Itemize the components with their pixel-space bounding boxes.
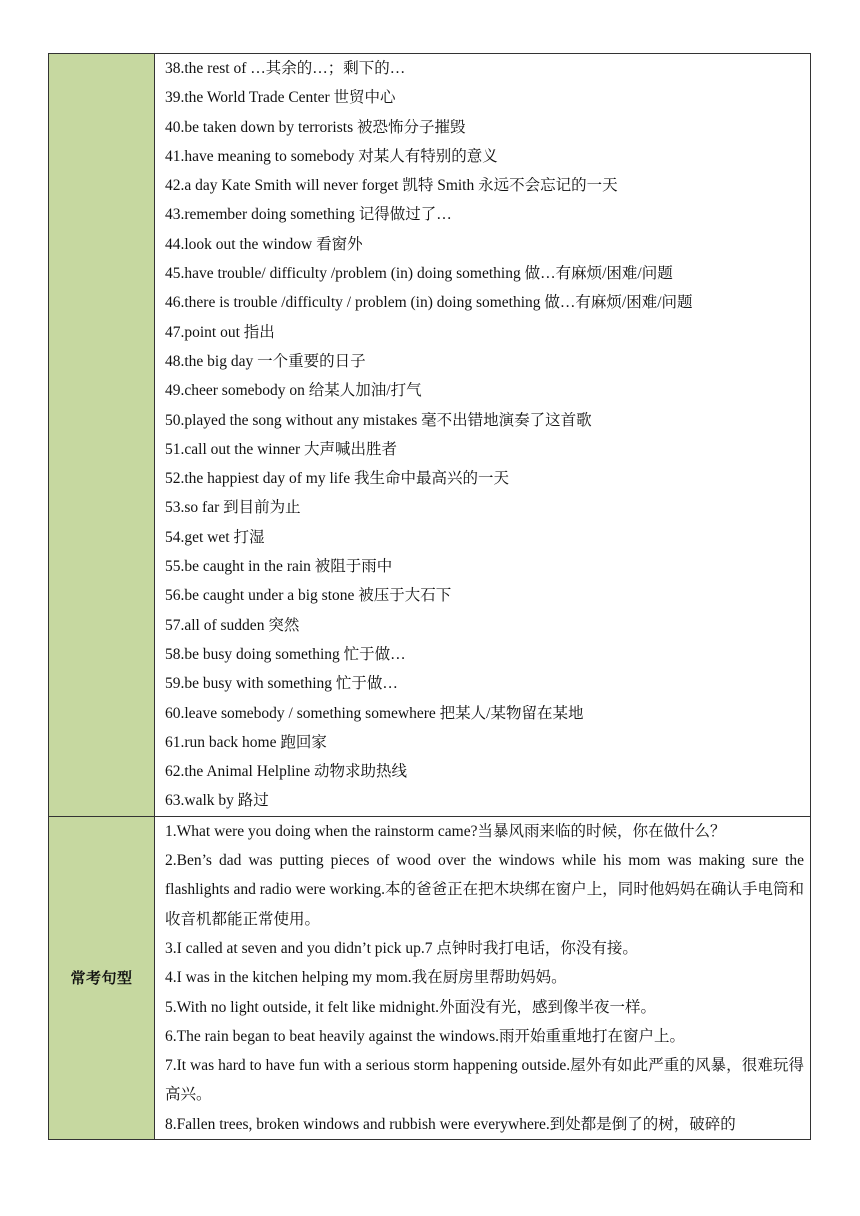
phrase-item: 62.the Animal Helpline 动物求助热线 [165, 763, 407, 781]
phrase-item: 46.there is trouble /difficulty / problem (in) doing something 做…有麻烦/困难/问题 [165, 294, 693, 312]
phrase-item: 54.get wet 打湿 [165, 528, 265, 546]
sentence-item: 1.What were you doing when the rainstorm came?当暴风雨来临的时候，你在做什么？ [165, 822, 726, 840]
sentences-label-cell [49, 816, 155, 1139]
notes-table [48, 53, 811, 1140]
sentence-item: 4.I was in the kitchen helping my mom.我在厨房里帮助妈妈。 [165, 969, 567, 987]
sentence-item: 3.I called at seven and you didn’t pick up.7 点钟时我打电话，你没有接。 [165, 939, 638, 957]
phrase-item: 63.walk by 路过 [165, 792, 269, 810]
phrases-row [49, 54, 811, 817]
phrase-item: 58.be busy doing something 忙于做… [165, 645, 406, 663]
phrase-item: 59.be busy with something 忙于做… [165, 675, 398, 693]
sentence-item: 8.Fallen trees, broken windows and rubbish were everywhere.到处都是倒了的树，破碎的 [165, 1115, 736, 1133]
phrase-item: 39.the World Trade Center 世贸中心 [165, 89, 396, 107]
phrase-item: 47.point out 指出 [165, 323, 275, 341]
phrase-item: 40.be taken down by terrorists 被恐怖分子摧毁 [165, 118, 466, 136]
phrase-item: 61.run back home 跑回家 [165, 733, 327, 751]
sentences-row [49, 816, 811, 1139]
phrase-item: 51.call out the winner 大声喊出胜者 [165, 440, 398, 458]
phrase-item: 44.look out the window 看窗外 [165, 235, 363, 253]
sentence-item: 7.It was hard to have fun with a serious storm happening outside.屋外有如此严重的风暴，很难玩得高兴。 [165, 1057, 804, 1104]
phrase-item: 45.have trouble/ difficulty /problem (in) doing something 做…有麻烦/困难/问题 [165, 265, 673, 283]
phrases-content-cell [155, 54, 811, 817]
sentences-content-cell [155, 816, 811, 1139]
phrase-item: 49.cheer somebody on 给某人加油/打气 [165, 382, 422, 400]
phrase-item: 52.the happiest day of my life 我生命中最高兴的一天 [165, 470, 509, 488]
phrase-item: 38.the rest of …其余的…；剩下的… [165, 60, 406, 77]
phrase-item: 43.remember doing something 记得做过了… [165, 206, 452, 224]
phrase-item: 42.a day Kate Smith will never forget 凯特 Smith 永远不会忘记的一天 [165, 177, 618, 195]
sentence-item: 6.The rain began to beat heavily against the windows.雨开始重重地打在窗户上。 [165, 1027, 686, 1045]
sentences-section-label: 常考句型 [70, 969, 133, 988]
sentence-item: 5.With no light outside, it felt like midnight.外面没有光，感到像半夜一样。 [165, 998, 657, 1016]
phrase-item: 53.so far 到目前为止 [165, 499, 301, 517]
phrase-item: 55.be caught in the rain 被阻于雨中 [165, 558, 393, 576]
phrase-item: 56.be caught under a big stone 被压于大石下 [165, 587, 452, 605]
phrase-item: 50.played the song without any mistakes 毫不出错地演奏了这首歌 [165, 411, 592, 429]
phrases-label-cell [49, 54, 155, 817]
phrase-item: 57.all of sudden 突然 [165, 616, 300, 634]
phrase-item: 60.leave somebody / something somewhere 把某人/某物留在某地 [165, 704, 584, 722]
sentence-item: 2.Ben’s dad was putting pieces of wood over the windows while his mom was making sure the flashlights and radio were working.本的爸爸正在把木块绑在窗户上，同时他妈妈在确认手电筒和收音机都能正常使用。 [165, 852, 804, 928]
phrase-item: 48.the big day 一个重要的日子 [165, 352, 366, 370]
phrase-item: 41.have meaning to somebody 对某人有特别的意义 [165, 147, 498, 165]
